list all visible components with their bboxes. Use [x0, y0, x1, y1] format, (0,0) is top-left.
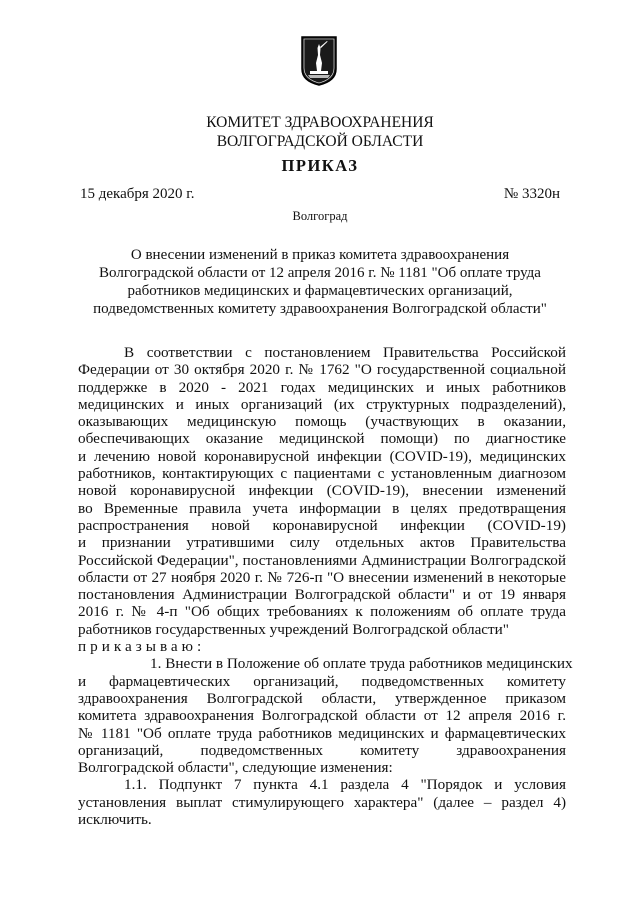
body-line: установления выплат стимулирующего характера" (далее – раздел 4): [78, 793, 566, 811]
document-subject: [60, 246, 580, 318]
organization-name-line1: КОМИТЕТ ЗДРАВООХРАНЕНИЯ: [206, 114, 434, 131]
subject-line: О внесении изменений в приказ комитета здравоохранения: [130, 247, 510, 263]
body-line: и признании утратившими силу отдельных актов Правительства: [78, 534, 566, 552]
body-line: оказывающих медицинскую помощь (участвующих в оказании,: [78, 413, 566, 431]
body-line: поддержке в 2020 - 2021 годах медицинских и иных работников: [78, 378, 566, 396]
body-line: 1. Внести в Положение об оплате труда работников медицинских: [150, 655, 573, 673]
volgograd-coat-of-arms-icon: [300, 35, 338, 87]
body-line: во Временные правила учета информации в целях предотвращения: [78, 499, 566, 517]
body-line: здравоохранения Волгоградской области, утвержденное приказом: [78, 689, 566, 707]
body-line: и фармацевтических организаций, подведомственных комитету: [78, 672, 566, 690]
body-line: В соответствии с постановлением Правительства Российской: [124, 344, 566, 361]
document-body: [78, 344, 573, 829]
body-line: распространения новой коронавирусной инфекции (COVID-19): [78, 516, 566, 534]
body-line-order: приказываю:: [78, 638, 206, 656]
body-line: № 1181 "Об оплате труда работников медицинских и фармацевтических: [78, 724, 566, 742]
document-date: 15 декабря 2020 г.: [80, 186, 195, 202]
body-line: Российской Федерации", постановлениями Администрации Волгоградской: [78, 551, 566, 569]
body-line: обеспечивающих оказание медицинской помощи) по диагностике: [78, 430, 566, 448]
organization-name-line2: ВОЛГОГРАДСКОЙ ОБЛАСТИ: [216, 133, 424, 150]
document-type: ПРИКАЗ: [281, 156, 359, 175]
body-line: медицинских и иных организаций (их структурных подразделений),: [78, 395, 566, 413]
body-line: работников, контактирующих с пациентами с установленным диагнозом: [78, 465, 566, 483]
body-line: 2016 г. № 4-п "Об общих требованиях к положениям об оплате труда: [78, 603, 566, 621]
body-line: Федерации от 30 октября 2020 г. № 1762 "О государственной социальной: [78, 361, 566, 379]
body-line: организаций, подведомственных комитету здравоохранения: [78, 741, 566, 759]
document-city: Волгоград: [292, 209, 348, 223]
document-number: № 3320н: [503, 186, 560, 202]
body-line: 1.1. Подпункт 7 пункта 4.1 раздела 4 "Порядок и условия: [124, 776, 566, 794]
subject-line: Волгоградской области от 12 апреля 2016 г. № 1181 "Об оплате труда: [99, 265, 541, 281]
subject-line: подведомственных комитету здравоохранения Волгоградской области": [93, 301, 547, 317]
body-line: постановления Администрации Волгоградской области" и от 19 января: [78, 586, 566, 604]
body-line: Волгоградской области", следующие изменения:: [78, 759, 393, 777]
body-line: комитета здравоохранения Волгоградской области от 12 апреля 2016 г.: [78, 707, 566, 725]
body-line: и лечению новой коронавирусной инфекции (COVID-19), медицинских: [78, 447, 566, 465]
body-line: исключить.: [78, 811, 152, 829]
subject-line: работников медицинских и фармацевтических организаций,: [127, 283, 513, 299]
body-line: области от 27 ноября 2020 г. № 726-п "О внесении изменений в некоторые: [78, 568, 566, 586]
body-line: новой коронавирусной инфекции (COVID-19), внесении изменений: [78, 482, 566, 500]
body-line: работников государственных учреждений Волгоградской области": [78, 620, 510, 638]
